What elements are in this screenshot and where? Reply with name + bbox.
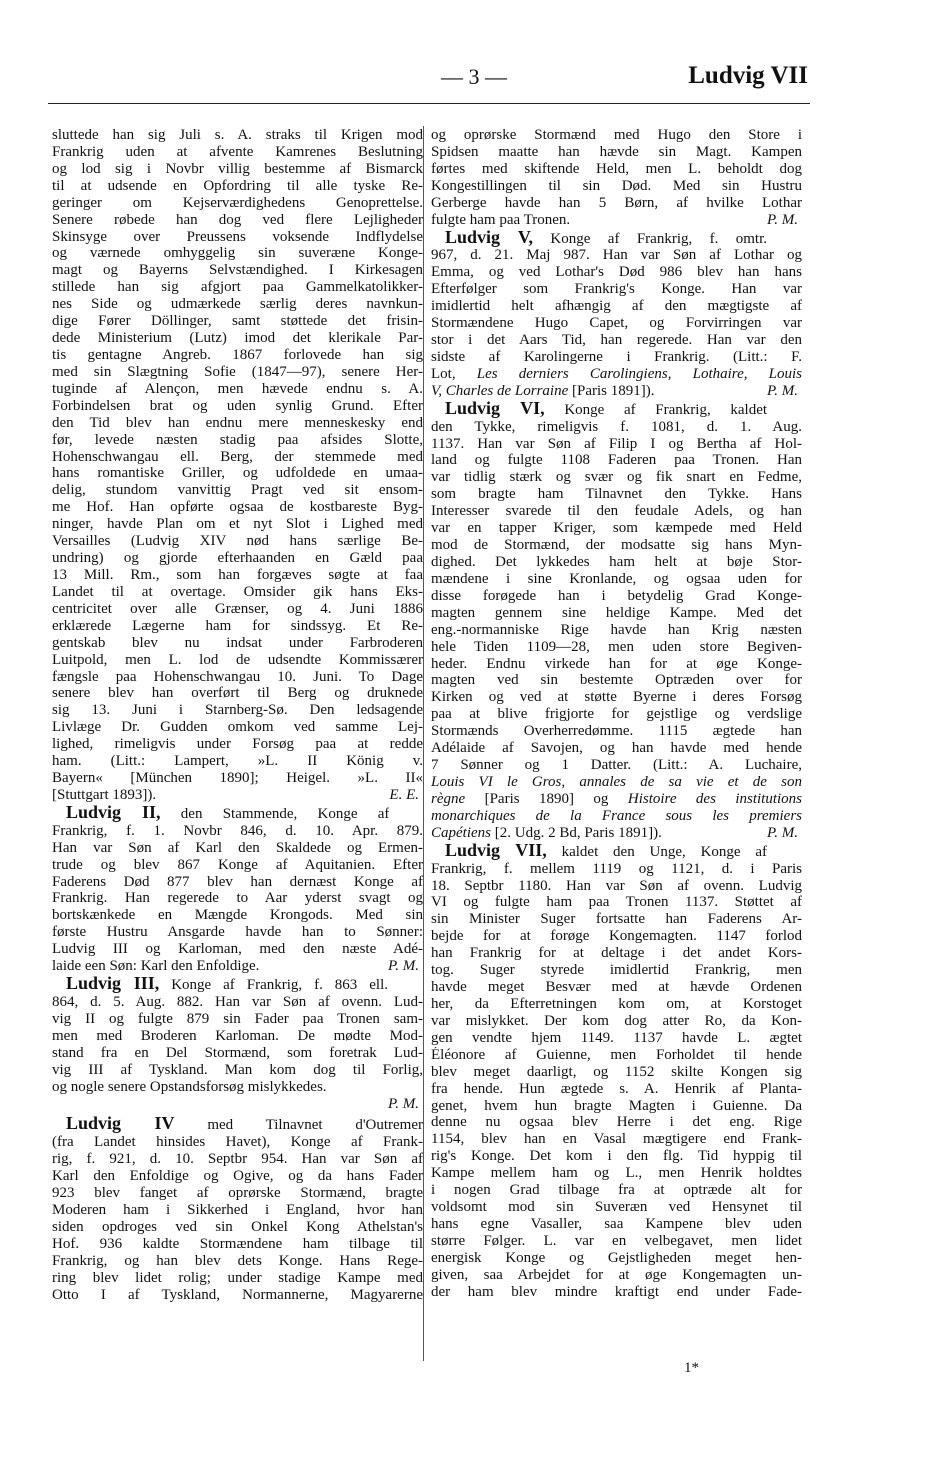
text-line: 1154, blev han en Vasal mægtigere end Frank- [431,1131,802,1148]
text-line: laide een Søn: Karl den Enfoldige. [52,958,260,975]
signature-line [431,212,802,229]
text-line: hans romantiske Griller, og udfoldede en umaa- [52,465,423,482]
text-line: gentskab blev nu indsat under Farbroderen [52,634,423,651]
text-line: Hohenschwangau ell. Berg, der stemmede med [52,448,423,465]
text-line: voldsomt mod sin Suveræn ved Hensynet til [431,1199,802,1216]
text-line: den Tid blev han endnu mere menneskesky end [52,414,423,431]
text-line: dige Fører Döllinger, samt støttede det frisin- [52,313,423,330]
text-line: senere blev han overført til Berg og druknede [52,685,423,702]
signature-line [431,383,802,400]
text-fragment: [Paris 1891]). [571,382,655,399]
text-line: Luitpold, men L. lod de udsendte Kommissærer [52,651,423,668]
text-line: vig III af Tyskland. Man kom dog til Forlig, [52,1061,423,1078]
signature-line [431,825,802,842]
text-line: Ludvig III og Karloman, med den næste Adé- [52,941,423,958]
text-line: geringer om Kejserværdighedens Genoprettelse. [52,194,423,211]
column-divider [423,126,424,1361]
entry-ludvig-ii [52,804,389,823]
text-line: sig 13. Juni i Starnberg-Sø. Den ledsagende [52,702,423,719]
text-line: Livlæge Dr. Gudden omkom ved samme Lej- [52,719,423,736]
text-line: Frankrig, f. 1. Novbr 846, d. 10. Apr. 879. [52,822,423,839]
text-line: Kongestillingen til sin Død. Med sin Hustru [431,177,802,194]
text-line: Kampe mellem ham og L., men Henrik holdtes [431,1165,802,1182]
text-line: Versailles (Ludvig XIV nød hans særlige Be- [52,533,423,550]
text-line [431,366,802,383]
text-line: Han var Søn af Karl den Skaldede og Ermen- [52,839,423,856]
italic-title: V, Charles de Lorraine [431,382,569,399]
text-line: første Hustru Ansgarde havde han to Sønner: [52,924,423,941]
text-line: magten ved sin bestemte Optræden over for [431,672,802,689]
text-line: imidlertid helt afhængig af den mægtigste af [431,298,802,315]
text-line: magt og Bayerns Selvstændighed. I Kirkesagen [52,262,423,279]
text-line: fra hende. Hun ægtede s. A. Henrik af Planta- [431,1080,802,1097]
text-line: VI og fulgte ham paa Tronen 1137. Støttet af [431,894,802,911]
text-line: paa at blive frigjorte for gejstlige og verdslige [431,706,802,723]
author-signature: P. M. [767,824,798,841]
text-line: Landet til at overtage. Omsider gik hans Eks- [52,583,423,600]
text-line: og lod sig i Novbr villig bestemme af Bismarck [52,160,423,177]
text-line [431,791,802,808]
text-line: Forbindelsen brat og uden synlig Grund. Efter [52,397,423,414]
author-signature: P. M. [388,1095,419,1112]
signature-line [52,1096,423,1113]
text-line: bortskænkede en Mængde Krongods. Med sin [52,907,423,924]
entry-lead: kaldet den Unge, Konge af [561,843,768,860]
left-column [52,127,423,1304]
right-column [431,127,802,1301]
italic-title: Louis VI le Gros, annales de sa vie et de son [431,774,802,790]
entry-heading: Ludvig II, [66,803,161,822]
text-line: Otto I af Tyskland, Normannerne, Magyarerne [52,1286,423,1303]
italic-title: Les derniers Carolingiens, Lothaire, Louis [476,365,802,382]
text-line: var tidlig stærk og svær og fik snart en Fedme, [431,469,802,486]
italic-title: Histoire des institutions [627,790,802,807]
text-line: Stormændene Hugo Capet, og Forvirringen var [431,315,802,332]
text-line: Frankrig, og han blev dets Konge. Hans Rege- [52,1252,423,1269]
author-signature: P. M. [767,211,798,228]
text-line: dighed. Det lykkedes ham helt at bøje Stor- [431,554,802,571]
entry-heading: Ludvig V, [445,228,534,247]
text-line: Kirken og ved at støtte Byerne i deres Forsøg [431,689,802,706]
entry-lead: den Stammende, Konge af [180,805,390,822]
entry-ludvig-iii [52,975,388,994]
entry-heading: Ludvig VI, [445,399,545,418]
text-line: Skinsyge over Preussens voksende Indflydelse [52,228,423,245]
text-line: denne nu ogsaa blev Herre i det eng. Rige [431,1114,802,1131]
text-line: Interesser svarede til den feudale Adels, og han [431,503,802,520]
text-line: Hof. 936 kaldte Stormændene ham tilbage til [52,1235,423,1252]
text-line: stand fra en Del Stormænd, som foretrak Lud- [52,1044,423,1061]
entry-heading: Ludvig VII, [445,841,547,860]
text-line: der ham blev mindre kraftigt end under Fade- [431,1283,802,1300]
text-line: Adélaide af Savojen, og han havde med hende [431,740,802,757]
text-line: ring blev lidet rolig; under stadige Kampe med [52,1269,423,1286]
text-line: Senere røbede han dog ved flere Lejligheder [52,211,423,228]
text-line: lighed, rimeligvis under Forsøg paa at redde [52,736,423,753]
text-line: stor i det Aars Tid, han regerede. Han var den [431,332,802,349]
text-line: (fra Landet hinsides Havet), Konge af Frank- [52,1134,423,1151]
entry-ludvig-vii [431,842,767,861]
text-line: siden opdroges ved sin Onkel Kong Athelstan's [52,1218,423,1235]
text-line: Faderens Død 877 blev han dernæst Konge af [52,873,423,890]
text-line: tis gentagne Angreb. 1867 forlovede han sig [52,346,423,363]
text-line: fængsle paa Hohenschwangau 10. Juni. To Dage [52,668,423,685]
text-line: Gerberge havde han 5 Børn, af hvilke Lothar [431,194,802,211]
text-line: Frankrig uden at afvente Kamrenes Beslutning [52,143,423,160]
text-line: han Frankrig for at deltage i det andet Kors- [431,945,802,962]
text-line: heder. Endnu virkede han for at øge Konge- [431,655,802,672]
text-line: bejde for at forøge Kongemagten. 1147 forlod [431,928,802,945]
italic-title: Capétiens [431,824,491,841]
text-line: undring) og gjorde efterhaanden en Gæld paa [52,550,423,567]
text-line: centricitet over alle Grænser, og 4. Juni 1886 [52,600,423,617]
entry-heading: Ludvig III, [66,975,160,994]
text-line: her, da Efterretningen kom om, at Korstoget [431,995,802,1012]
text-line: 923 blev fanget af oprørske Stormænd, bragte [52,1185,423,1202]
entry-lead: Konge af Frankrig, kaldet [564,401,768,418]
entry-lead: Konge af Frankrig, f. omtr. [550,230,768,247]
text-line: og nogle senere Opstandsforsøg mislykkedes. [52,1078,327,1095]
text-line: Frankrig. Han regerede to Aar yderst svagt og [52,890,423,907]
author-signature: E. E. [389,786,419,803]
entry-lead: med Tilnavnet d'Outremer [207,1117,423,1134]
text-line: rig, f. 921, d. 10. Septbr 954. Han var Søn af [52,1151,423,1168]
header-rule [48,103,810,104]
text-line: vig II og fulgte 879 sin Fader paa Tronen sam- [52,1010,423,1027]
text-line: delig, stundom vanvittig Pragt ved sit ensom- [52,482,423,499]
text-line: Emma, og ved Lothar's Død 986 blev han hans [431,264,802,281]
running-title: Ludvig VII [688,62,808,89]
text-line: tog. Suger styrede imidlertid Frankrig, men [431,962,802,979]
text-line: magten gennem sine heldige Kampe. Med det [431,604,802,621]
text-line: hans egne Vasaller, saa Kampene blev uden [431,1215,802,1232]
text-line: mod de Stormænd, der modsatte sig hans Myn- [431,537,802,554]
italic-title: monarchiques de la France sous les premiers [431,807,802,824]
text-line: me Hof. Han opførte ogsaa de kostbareste Byg- [52,499,423,516]
text-line: sin Minister Suger fortsatte han Faderens Ar- [431,911,802,928]
text-line: 7 Sønner og 1 Datter. (Litt.: A. Luchaire, [431,757,802,774]
text-line: [Stuttgart 1893]). [52,786,157,803]
text-line: fulgte ham paa Tronen. [431,211,571,228]
text-line: hele Tiden 1109—28, men uden store Begiven- [431,638,802,655]
text-line: Frankrig, f. mellem 1119 og 1121, d. i Paris [431,860,802,877]
text-line: 1137. Han var Søn af Filip I og Bertha af Hol- [431,435,802,452]
text-line: blev meget daarligt, og 1152 skilte Kongen sig [431,1063,802,1080]
text-line: nes Side og udmærkede særlig deres navnkun- [52,296,423,313]
text-line: trude og blev 867 Konge af Aquitanien. Efter [52,856,423,873]
text-line: med sin Slægtning Sofie (1847—97), senere Her- [52,363,423,380]
text-line: havde meget Besvær med at hævde Ordenen [431,979,802,996]
text-line: sidste af Karolingerne i Frankrig. (Litt.: F. [431,348,802,365]
text-line: større Følger. L. var en velbegavet, men lidet [431,1232,802,1249]
signature-line [52,958,423,975]
text-line: ninger, havde Plan om et nyt Slot i Lighed med [52,516,423,533]
text-line: som bragte ham Tilnavnet den Tykke. Hans [431,486,802,503]
text-line: energisk Konge og Gejstligheden meget hen- [431,1249,802,1266]
entry-ludvig-vi [431,400,767,419]
text-line: Karl den Enfoldige og Ogive, og da hans Fader [52,1168,423,1185]
page-header [52,64,808,100]
signature-line [52,787,423,804]
entry-ludvig-iv [52,1115,423,1134]
text-fragment: [2. Udg. 2 Bd, Paris 1891]). [494,824,662,841]
text-line: 18. Septbr 1180. Han var Søn af ovenn. Ludvig [431,877,802,894]
text-line: men med Broderen Karloman. De mødte Mod- [52,1027,423,1044]
text-line: Bayern« [München 1890]; Heigel. »L. II« [52,770,423,787]
author-signature: P. M. [388,958,419,975]
text-line: 864, d. 5. Aug. 882. Han var Søn af ovenn. Lud- [52,993,423,1010]
text-line: var en tapper Kriger, som kæmpede med Held [431,520,802,537]
signature-mark: 1* [684,1360,699,1376]
text-line: ham. (Litt.: Lampert, »L. II König v. [52,753,423,770]
text-line: og oprørske Stormænd med Hugo den Store i [431,127,802,143]
text-line: Moderen ham i Sikkerhed i England, hvor han [52,1202,423,1219]
text-line: gen vendte hjem 1149. 1137 havde L. ægtet [431,1029,802,1046]
text-line: 13 Mill. Rm., som han forgæves søgte at faa [52,566,423,583]
text-line: erklærede Lægerne ham for sindssyg. Et Re- [52,617,423,634]
text-line: stillede han sig afgjort paa Gammelkatolikker- [52,279,423,296]
entry-lead: Konge af Frankrig, f. 863 ell. [171,977,389,994]
italic-title: règne [431,790,466,807]
entry-ludvig-v [431,229,767,248]
text-line: Spidsen maatte han hævde sin Magt. Kampen [431,143,802,160]
text-line: given, saa Arbejdet for at øge Kongemagten un- [431,1266,802,1283]
text-line: Stormænds Overherredømme. 1115 ægtede han [431,723,802,740]
text-fragment: [Paris 1890] og [484,790,609,807]
text-line: til at udsende en Opfordring til alle tyske Re- [52,177,423,194]
text-line: førtes med skiftende Held, men L. beholdt dog [431,160,802,177]
text-line: Éléonore af Guienne, men Forholdet til hende [431,1046,802,1063]
text-line: rig's Konge. Det kom i den flg. Tid hyppig til [431,1148,802,1165]
text-line: dede Ministerium (Lutz) imod det klerikale Par- [52,330,423,347]
text-line: Efterfølger som Frankrig's Konge. Han var [431,281,802,298]
author-signature: P. M. [767,382,798,399]
text-line: disse forøgede han i betydelig Grad Konge- [431,587,802,604]
text-line: tuginde af Alençon, men hævede endnu s. A. [52,380,423,397]
text-line: 967, d. 21. Maj 987. Han var Søn af Lothar og [431,247,802,264]
text-line: den Tykke, rimeligvis f. 1081, d. 1. Aug. [431,418,802,435]
text-line: eng.-normanniske Rige havde han Krig næsten [431,621,802,638]
text-line: mændene i sine Kronlande, og ogsaa uden for [431,570,802,587]
text-line: sluttede han sig Juli s. A. straks til Krigen mod [52,127,423,143]
text-line: og værnede omhyggelig sin suveræne Konge- [52,245,423,262]
text-fragment: Lot, [431,365,456,382]
text-line: genet, hvem hun bragte Magten i Guienne. Da [431,1097,802,1114]
text-line: var mislykket. Der kom dog atter Ro, da Kon- [431,1012,802,1029]
entry-heading: Ludvig IV [66,1115,175,1134]
page-number: — 3 — [441,64,507,89]
text-line: land og fulgte 1108 Faderen paa Tronen. Han [431,452,802,469]
text-line: før, levede næsten stadig paa afsides Slotte, [52,431,423,448]
text-line: i nogen Grad tilbage fra at optræde alt for [431,1182,802,1199]
